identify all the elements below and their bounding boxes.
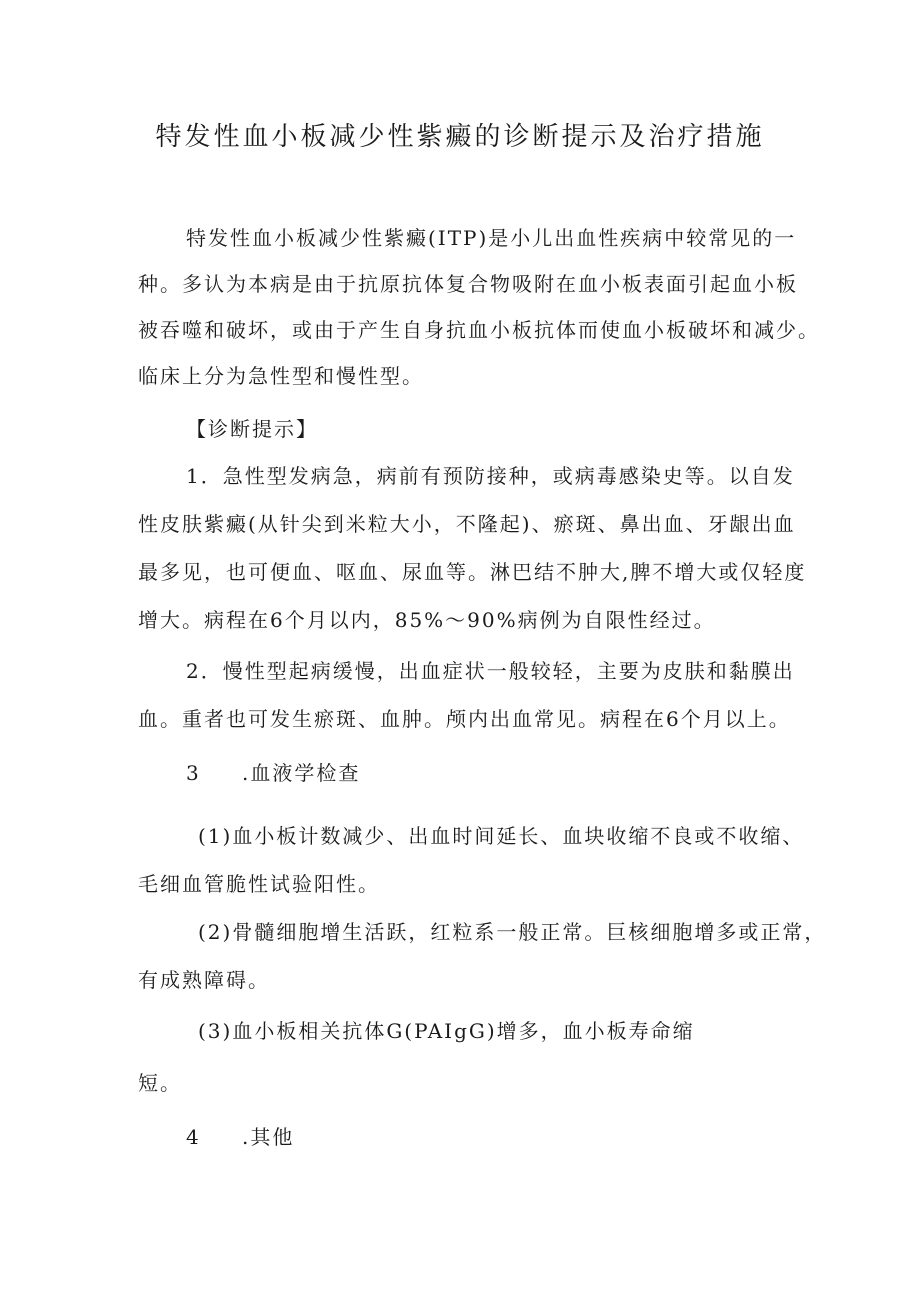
intro-line-4: 临床上分为急性型和慢性型。 xyxy=(138,364,424,388)
item2-line-2: 血。重者也可发生瘀斑、血肿。颅内出血常见。病程在6个月以上。 xyxy=(138,707,791,731)
intro-line-1: 特发性血小板减少性紫癜(ITP)是小儿出血性疾病中较常见的一 xyxy=(186,226,797,250)
document-title: 特发性血小板减少性紫癜的诊断提示及治疗措施 xyxy=(155,122,765,152)
item4-label: .其他 xyxy=(242,1125,295,1149)
intro-line-3: 被吞噬和破坏，或由于产生自身抗血小板抗体而使血小板破坏和减少。 xyxy=(138,318,820,342)
sub1-line-1: (1)血小板计数减少、出血时间延长、血块收缩不良或不收缩、 xyxy=(198,824,805,848)
section-heading: 【诊断提示】 xyxy=(186,417,318,441)
sub2-line-2: 有成熟障碍。 xyxy=(138,968,270,992)
item2-line-1: 2．慢性型起病缓慢，出血症状一般较轻，主要为皮肤和黏膜出 xyxy=(186,659,795,683)
sub3-line-2: 短。 xyxy=(138,1071,182,1095)
item1-line-3: 最多见，也可便血、呕血、尿血等。淋巴结不肿大,脾不增大或仅轻度 xyxy=(138,560,807,584)
item1-line-2: 性皮肤紫癜(从针尖到米粒大小，不隆起)、瘀斑、鼻出血、牙龈出血 xyxy=(138,512,796,536)
sub3-line-1: (3)血小板相关抗体G(PAIgG)增多，血小板寿命缩 xyxy=(198,1019,695,1043)
item3-number: 3 xyxy=(186,761,201,785)
item3-label: .血液学检查 xyxy=(242,761,361,785)
intro-line-2: 种。多认为本病是由于抗原抗体复合物吸附在血小板表面引起血小板 xyxy=(138,272,798,296)
sub2-line-1: (2)骨髓细胞增生活跃，红粒系一般正常。巨核细胞增多或正常， xyxy=(198,920,827,944)
item1-line-4: 增大。病程在6个月以内，85%～90%病例为自限性经过。 xyxy=(138,608,716,632)
item4-heading xyxy=(186,1123,294,1151)
item4-number: 4 xyxy=(186,1125,201,1149)
item3-heading xyxy=(186,759,360,787)
item1-line-1: 1．急性型发病急，病前有预防接种，或病毒感染史等。以自发 xyxy=(186,464,795,488)
sub1-line-2: 毛细血管脆性试验阳性。 xyxy=(138,872,380,896)
